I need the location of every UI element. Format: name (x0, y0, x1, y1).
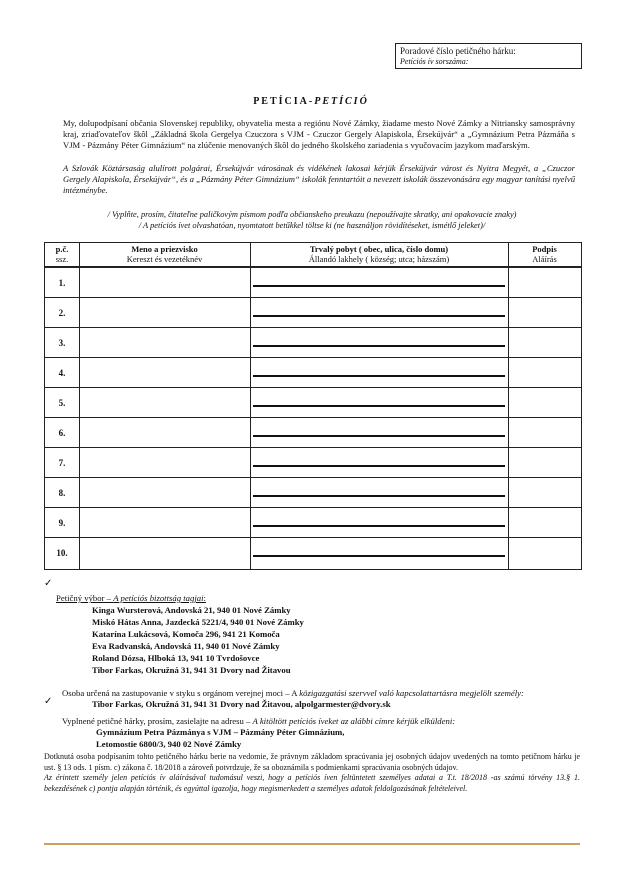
sheet-number-label-sk: Poradové číslo petičného hárku: (400, 46, 516, 56)
row-number: 1. (58, 278, 66, 288)
committee-member: Tibor Farkas, Okružná 31, 941 31 Dvory nad Žitavou (92, 665, 291, 675)
footer-divider (44, 843, 580, 845)
row-number: 9. (58, 518, 66, 528)
instruction-sk: / Vyplňte, prosím, čitateľne paličkovým písmom podľa občianskeho preukazu (nepoužívajte skratky, ani opakovacie znaky) (107, 210, 517, 219)
consent-sk: Dotknutá osoba podpísaním tohto petičného hárku berie na vedomie, že právnym základom spracúvania jej osobných údajov uvedených na tomto petičnom hárku je ust. § 13 ods. 1 písm. c) zákona č. 18/2018 a zároveň potvrdzuje, že sa oboznámila s podmienkami spracúvania osobných údajov. (44, 752, 580, 772)
signature-table (44, 242, 582, 570)
title-separator: - (308, 96, 315, 107)
committee-member: Roland Dózsa, Hlboká 13, 941 10 Tvrdošovce (92, 653, 260, 663)
committee-member: Kinga Wursterová, Andovská 21, 940 01 Nové Zámky (92, 605, 291, 615)
header-address: Trvalý pobyt ( obec, ulica, číslo domu) Állandó lakhely ( község; utca; házszám) (308, 244, 450, 264)
representative-person: Tibor Farkas, Okružná 31, 941 31 Dvory nad Žitavou, alpolgarmester@dvory.sk (92, 699, 391, 709)
send-to-address-line2: Letomostie 6800/3, 940 02 Nové Zámky (96, 739, 242, 749)
page-title (0, 96, 622, 107)
sheet-number-box (395, 43, 582, 69)
row-number: 4. (58, 368, 66, 378)
header-name: Meno a priezvisko Kereszt és vezetéknév (126, 244, 203, 264)
title-sk: PETÍCIA (253, 96, 309, 107)
representative-label: Osoba určená na zastupovanie v styku s orgánom verejnej moci – A közigazgatási szervvel való kapcsolattartásra megjelölt személy: (62, 688, 524, 698)
consent-hu: Az érintett személy jelen petíciós ív aláírásával tudomásul veszi, hogy a petíciós íven feltüntetett személyes adatai a T.t. 18/2018 -as számú törvény 13.§ 1. bekezdésének c) pontja alapján történik, és egyúttal igazolja, hogy megismerkedett a személyes adatok feldolgozásának feltételeivel. (44, 773, 580, 793)
row-number: 2. (58, 308, 66, 318)
sheet-number-label-hu: Petíciós ív sorszáma: (400, 57, 469, 66)
header-signature: Podpis Aláírás (532, 244, 557, 264)
row-number: 10. (56, 548, 68, 558)
committee-label: Petičný výbor – A petíciós bizottság tagjai: (56, 593, 206, 603)
committee-member: Katarína Lukácsová, Komoča 296, 941 21 Komoča (92, 629, 280, 639)
intro-sk: My, dolupodpísaní občania Slovenskej republiky, obyvatelia mesta a regiónu Nové Zámky, žiadame mesto Nové Zámky a Nitriansky samosprávny kraj, zriaďovateľov škôl „Základná škola Gergelya Czuczora s VJM - Czuczor Gergely Alapiskola, Érsekújvár“ a „Gymnázium Petra Pázmáňa s VJM - Pázmány Péter Gimnázium“ na zlúčenie menovaných škôl do jedného školského zariadenia s vyučovacím jazykom maďarským. (63, 118, 575, 150)
header-number: p.č. ssz. (55, 244, 69, 264)
row-number: 5. (58, 398, 66, 408)
check-icon: ✓ (44, 696, 53, 707)
send-to-label: Vyplnené petičné hárky, prosím, zasielajte na adresu – A kitöltött petíciós íveket az alábbi címre kérjük elküldeni: (62, 716, 456, 726)
committee-member: Miskó Hátas Anna, Jazdecká 5221/4, 940 01 Nové Zámky (92, 617, 304, 627)
send-to-address-line1: Gymnázium Petra Pázmánya s VJM – Pázmány Péter Gimnázium, (96, 727, 345, 737)
row-number: 3. (58, 338, 66, 348)
row-number: 7. (58, 458, 66, 468)
instruction-hu: / A petíciós ívet olvashatóan, nyomtatott betűkkel töltse ki (ne használjon rövidítéseket, ismétlő jeleket)/ (138, 221, 486, 230)
committee-member: Eva Radvanská, Andovská 11, 940 01 Nové Zámky (92, 641, 280, 651)
row-number: 6. (58, 428, 66, 438)
intro-hu: A Szlovák Köztársaság alulírott polgárai, Érsekújvár városának és vidékének lakosai kérjük Érsekújvár várost és Nyitra Megyét, a „Czuczor Gergely Alapiskola, Érsekújvár“, és a „Pázmány Péter Gimnázium“ iskolák fenntartóit a nevezett iskolák összevonására egy magyar tanítási nyelvű intézménybe. (63, 163, 575, 195)
title-hu: PETÍCIÓ (314, 96, 369, 107)
row-number: 8. (58, 488, 66, 498)
check-icon: ✓ (44, 578, 53, 589)
